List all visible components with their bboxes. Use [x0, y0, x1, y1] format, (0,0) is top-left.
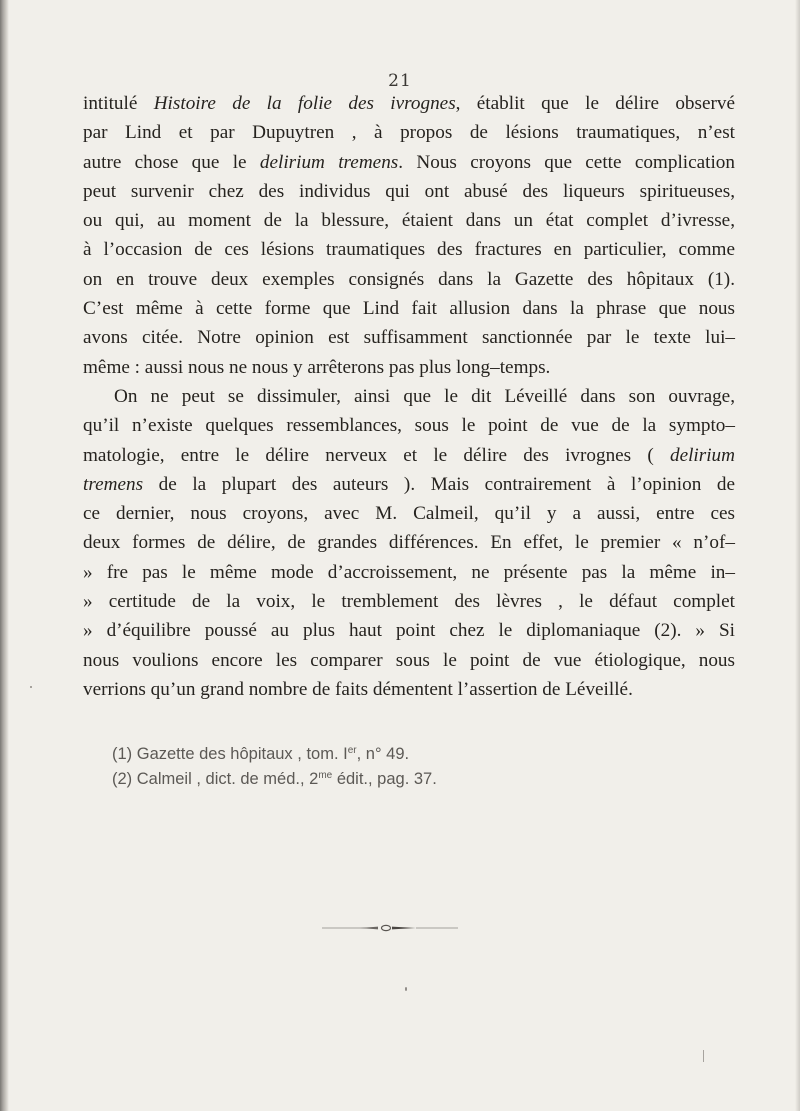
- page-edge-shadow: [0, 0, 9, 1111]
- paper-speck: [405, 987, 407, 991]
- text-line: ce dernier, nous croyons, avec M. Calmeil, qu’il y a aussi, entre ces: [83, 503, 735, 525]
- body-text: [83, 89, 735, 704]
- footnote: (1) Gazette des hôpitaux , tom. Ier, n° 49.: [112, 745, 410, 763]
- text-line: qu’il n’existe quelques ressemblances, sous le point de vue de la sympto–: [83, 415, 735, 437]
- text-line: » certitude de la voix, le tremblement des lèvres , le défaut complet: [83, 591, 735, 613]
- text-line: avons citée. Notre opinion est suffisamment sanctionnée par le texte lui–: [83, 327, 735, 349]
- text-line: deux formes de délire, de grandes différences. En effet, le premier « n’of–: [83, 532, 735, 554]
- end-ornament: [320, 924, 460, 932]
- italic-term: delirium tremens: [259, 151, 399, 173]
- text-line: même : aussi nous ne nous y arrêterons pas plus long–temps.: [83, 356, 551, 378]
- footnote: (2) Calmeil , dict. de méd., $2^{me}$ édit., pag. 37.: [112, 769, 437, 788]
- italic-term: Histoire de la folie des ivrognes: [153, 93, 456, 114]
- text-line: C’est même à cette forme que Lind fait allusion dans la phrase que nous: [83, 298, 735, 320]
- text-line: matologie, entre le délire nerveux et le délire des ivrognes ( delirium: [83, 444, 735, 466]
- page-edge-right: [795, 0, 800, 1111]
- text-line: nous voulions encore les comparer sous le point de vue étiologique, nous: [83, 649, 735, 671]
- text-line: autre chose que le delirium tremens. Nous croyons que cette complication: [83, 151, 735, 173]
- footnotes: [112, 742, 437, 791]
- text-line: On ne peut se dissimuler, ainsi que le dit Léveillé dans son ouvrage,: [114, 385, 735, 407]
- text-line: » d’équilibre poussé au plus haut point chez le diplomaniaque (2). » Si: [83, 620, 735, 642]
- text-line: peut survenir chez des individus qui ont abusé des liqueurs spiritueuses,: [83, 180, 735, 202]
- paragraph: [83, 89, 735, 382]
- text-line: verrions qu’un grand nombre de faits démentent l’assertion de Léveillé.: [83, 678, 633, 700]
- text-line: on en trouve deux exemples consignés dans la Gazette des hôpitaux (1).: [83, 268, 735, 290]
- italic-term: delirium: [669, 444, 735, 466]
- paper-speck: [30, 686, 32, 688]
- text-line: à l’occasion de ces lésions traumatiques des fractures en particulier, comme: [83, 239, 735, 261]
- text-line: intitulé Histoire de la folie des ivrognes, établit que le délire observé: [83, 93, 735, 114]
- text-line: ou qui, au moment de la blessure, étaient dans un état complet d’ivresse,: [83, 210, 735, 232]
- page-number: 21: [388, 71, 412, 91]
- text-line: tremens de la plupart des auteurs ). Mais contrairement à l’opinion de: [83, 473, 735, 495]
- paragraph: [83, 382, 735, 704]
- text-line: » fre pas le même mode d’accroissement, ne présente pas la même in–: [83, 561, 735, 583]
- text-line: par Lind et par Dupuytren , à propos de lésions traumatiques, n’est: [83, 122, 735, 144]
- italic-term: tremens: [83, 473, 144, 495]
- paper-speck: [703, 1050, 704, 1062]
